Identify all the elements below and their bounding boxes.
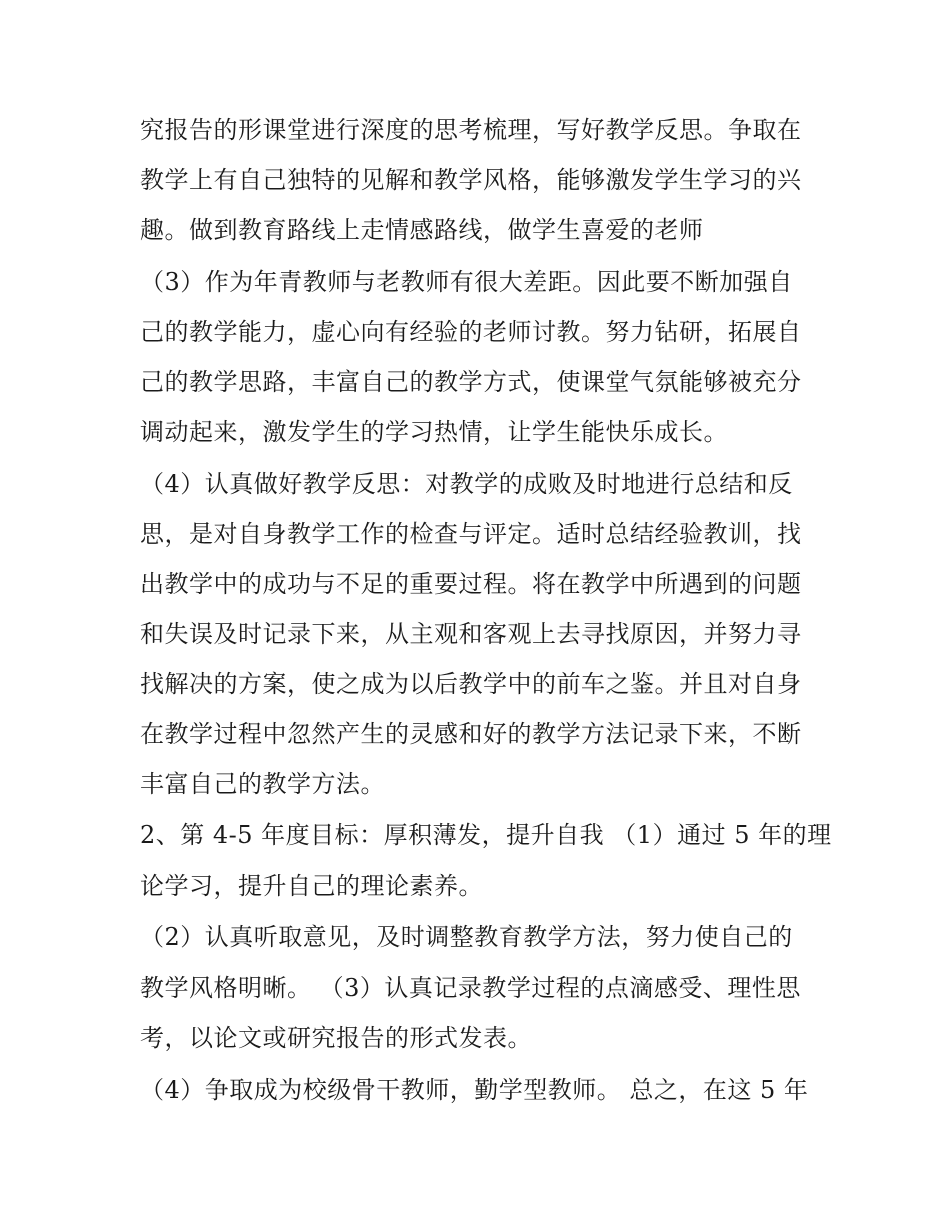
text-line: 在教学过程中忽然产生的灵感和好的教学方法记录下来，不断	[140, 720, 802, 748]
text-line: （4）争取成为校级骨干教师，勤学型教师。 总之，在这 5 年	[140, 1076, 809, 1104]
text-line: 究报告的形课堂进行深度的思考梳理，写好教学反思。争取在	[140, 116, 802, 144]
text-line: （2）认真听取意见，及时调整教育教学方法，努力使自己的	[140, 923, 793, 951]
text-line: 教学上有自己独特的见解和教学风格，能够激发学生学习的兴	[140, 166, 802, 194]
text-line: 丰富自己的教学方法。	[140, 770, 385, 798]
text-line: 2、第 4-5 年度目标：厚积薄发，提升自我 （1）通过 5 年的理	[140, 821, 832, 849]
text-line: 找解决的方案，使之成为以后教学中的前车之鉴。并且对自身	[140, 670, 802, 698]
text-line: 论学习，提升自己的理论素养。	[140, 872, 483, 900]
text-line: 调动起来，激发学生的学习热情，让学生能快乐成长。	[140, 418, 728, 446]
text-line: 和失误及时记录下来，从主观和客观上去寻找原因，并努力寻	[140, 620, 802, 648]
text-line: 出教学中的成功与不足的重要过程。将在教学中所遇到的问题	[140, 570, 802, 598]
text-line: （3）作为年青教师与老教师有很大差距。因此要不断加强自	[140, 268, 793, 296]
text-line: 己的教学思路，丰富自己的教学方式，使课堂气氛能够被充分	[140, 368, 802, 396]
text-line: 趣。做到教育路线上走情感路线，做学生喜爱的老师	[140, 216, 704, 244]
text-line: 思，是对自身教学工作的检查与评定。适时总结经验教训，找	[140, 520, 802, 548]
text-line: 己的教学能力，虚心向有经验的老师讨教。努力钻研，拓展自	[140, 318, 802, 346]
text-line: 教学风格明晰。 （3）认真记录教学过程的点滴感受、理性思	[140, 974, 801, 1002]
text-line: （4）认真做好教学反思：对教学的成败及时地进行总结和反	[140, 470, 793, 498]
text-line: 考，以论文或研究报告的形式发表。	[140, 1024, 532, 1052]
